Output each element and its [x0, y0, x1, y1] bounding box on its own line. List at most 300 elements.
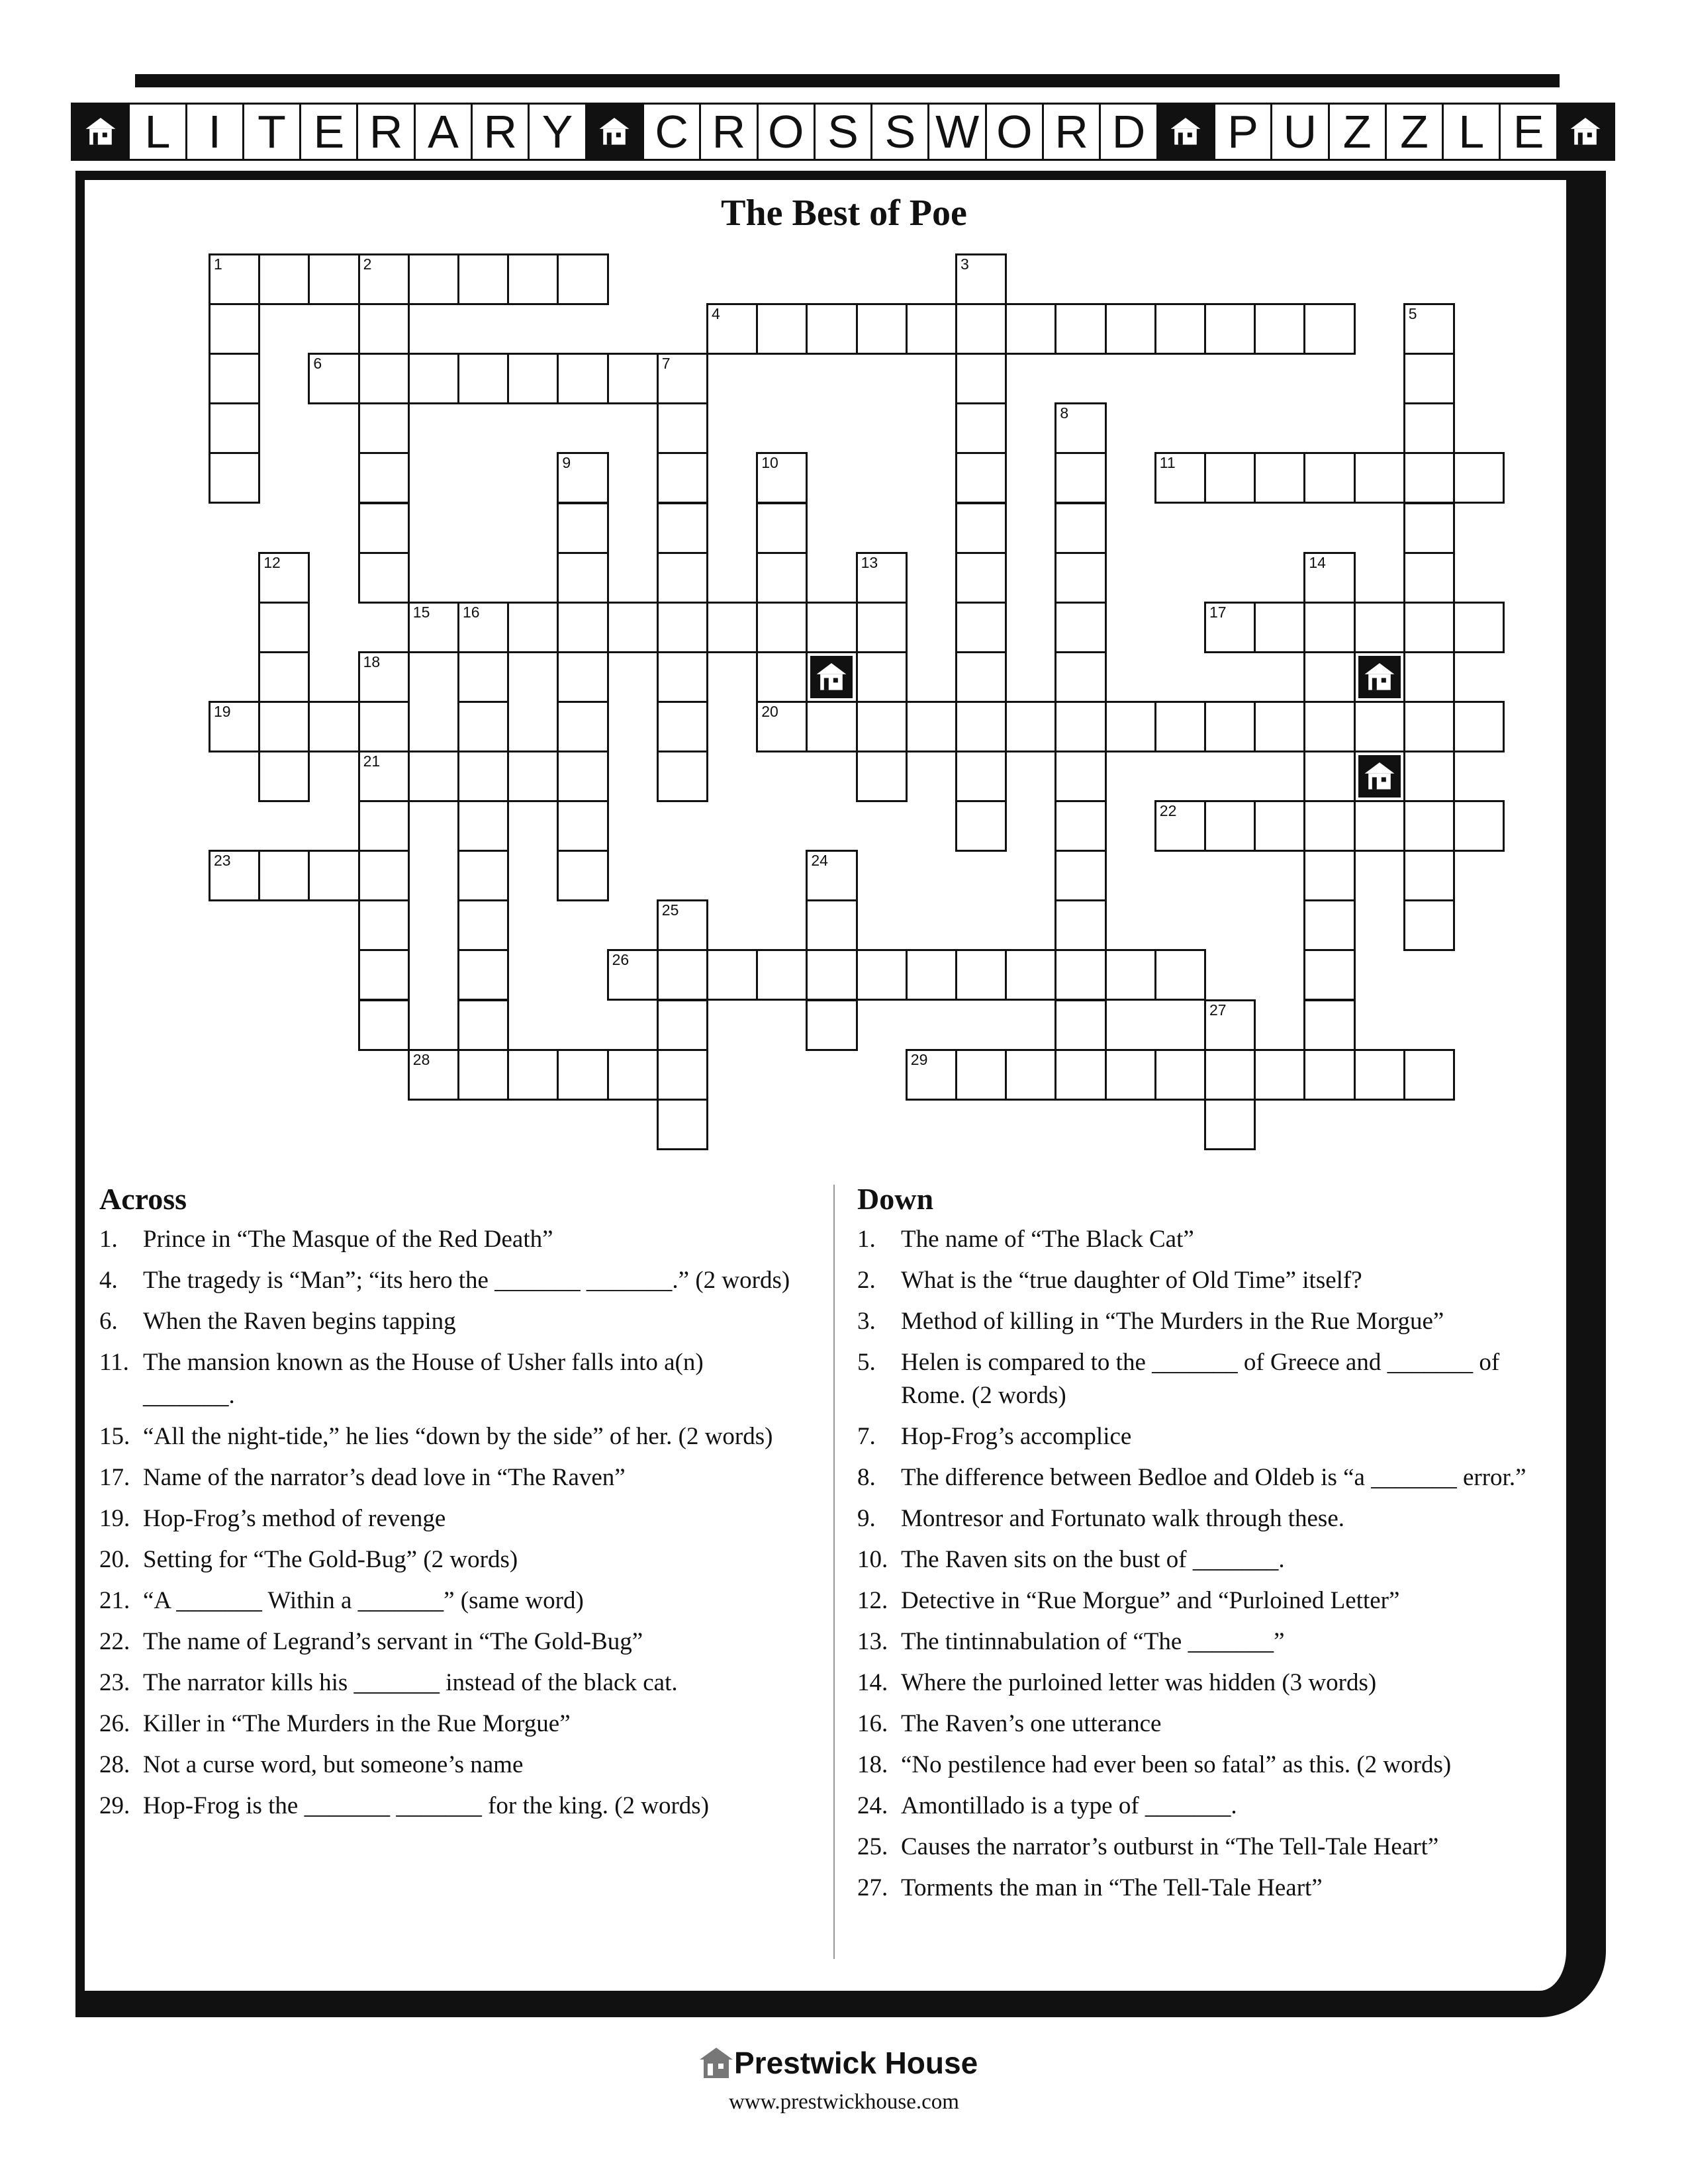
grid-cell[interactable]	[258, 751, 310, 802]
across-clue	[99, 1707, 801, 1741]
grid-cell[interactable]	[1303, 303, 1355, 355]
grid-cell[interactable]	[258, 701, 310, 752]
grid-cell[interactable]	[557, 651, 608, 703]
house-logo-icon	[1567, 113, 1604, 150]
grid-cell[interactable]	[1154, 701, 1206, 752]
house-logo-icon	[813, 659, 850, 696]
grid-cell[interactable]	[806, 949, 857, 1001]
grid-cell[interactable]	[457, 949, 509, 1001]
grid-cell[interactable]	[308, 701, 359, 752]
grid-cell[interactable]	[358, 800, 410, 852]
clue-text: “No pestilence had ever been so fatal” as this. (2 words)	[901, 1751, 1452, 1778]
grid-cell[interactable]	[1403, 303, 1455, 355]
grid-cell[interactable]	[1403, 402, 1455, 454]
grid-cell[interactable]	[756, 303, 808, 355]
grid-cell[interactable]	[358, 552, 410, 604]
grid-cell[interactable]	[657, 751, 708, 802]
grid-cell[interactable]	[358, 899, 410, 951]
grid-cell[interactable]	[906, 1049, 957, 1101]
grid-cell[interactable]	[955, 602, 1007, 653]
crossword-grid	[209, 253, 1463, 1156]
across-clue	[99, 1223, 801, 1256]
grid-cell[interactable]	[1055, 999, 1106, 1051]
clue-number: 23	[214, 852, 231, 870]
grid-logo-mark	[810, 656, 853, 698]
grid-cell[interactable]	[1254, 1049, 1305, 1101]
grid-cell[interactable]	[657, 1099, 708, 1150]
house-logo-icon	[1361, 758, 1398, 795]
grid-cell[interactable]	[1354, 602, 1405, 653]
across-clue	[99, 1584, 801, 1617]
grid-cell[interactable]	[258, 651, 310, 703]
grid-cell[interactable]	[955, 353, 1007, 404]
grid-cell[interactable]	[1005, 949, 1056, 1001]
across-clue	[99, 1346, 801, 1412]
grid-cell[interactable]	[358, 353, 410, 404]
grid-cell[interactable]	[457, 353, 509, 404]
grid-cell[interactable]	[856, 552, 908, 604]
down-clue	[857, 1666, 1552, 1700]
grid-cell[interactable]	[507, 353, 559, 404]
grid-cell[interactable]	[358, 850, 410, 901]
grid-cell[interactable]	[657, 502, 708, 554]
grid-cell[interactable]	[358, 303, 410, 355]
grid-cell[interactable]	[955, 452, 1007, 504]
banner-letter-text: L	[144, 106, 171, 158]
banner-letter	[1213, 103, 1272, 161]
grid-cell[interactable]	[457, 651, 509, 703]
puzzle-title: The Best of Poe	[721, 193, 967, 234]
grid-cell[interactable]	[806, 999, 857, 1051]
banner-logo-tile	[71, 103, 130, 161]
grid-cell[interactable]	[1403, 602, 1455, 653]
clue-text: The mansion known as the House of Usher falls into a(n) _______.	[143, 1349, 704, 1409]
clue-number: 7	[661, 355, 671, 373]
grid-cell[interactable]	[209, 253, 260, 305]
grid-cell[interactable]	[657, 999, 708, 1051]
down-clue-list	[857, 1223, 1552, 1905]
down-clue	[857, 1790, 1552, 1823]
banner-logo-tile	[585, 103, 644, 161]
clue-number: 19	[214, 702, 231, 720]
clue-text: Killer in “The Murders in the Rue Morgue”	[143, 1710, 571, 1737]
grid-cell[interactable]	[507, 751, 559, 802]
grid-cell[interactable]	[457, 253, 509, 305]
banner-letter-text: U	[1283, 106, 1317, 158]
across-clue	[99, 1790, 801, 1823]
grid-cell[interactable]	[856, 602, 908, 653]
banner-letter	[185, 103, 244, 161]
grid-cell[interactable]	[657, 701, 708, 752]
grid-cell[interactable]	[209, 452, 260, 504]
clue-number: 4	[712, 305, 720, 323]
grid-cell[interactable]	[1303, 452, 1355, 504]
grid-cell[interactable]	[1105, 1049, 1156, 1101]
clue-number: 16	[463, 603, 480, 621]
grid-cell[interactable]	[1303, 899, 1355, 951]
grid-cell[interactable]	[1403, 552, 1455, 604]
clue-number: 2	[363, 255, 372, 273]
grid-cell[interactable]	[607, 1049, 659, 1101]
grid-cell[interactable]	[806, 303, 857, 355]
grid-cell[interactable]	[1055, 602, 1106, 653]
across-clue	[99, 1305, 801, 1338]
down-clues	[857, 1181, 1552, 1913]
grid-cell[interactable]	[1453, 602, 1505, 653]
banner-letter-text: S	[827, 106, 859, 158]
grid-cell[interactable]	[1354, 701, 1405, 752]
grid-cell[interactable]	[457, 899, 509, 951]
grid-cell[interactable]	[557, 751, 608, 802]
grid-cell[interactable]	[258, 552, 310, 604]
grid-cell[interactable]	[1154, 1049, 1206, 1101]
grid-cell[interactable]	[1254, 602, 1305, 653]
grid-cell[interactable]	[906, 303, 957, 355]
grid-cell[interactable]	[1354, 452, 1405, 504]
grid-cell[interactable]	[209, 850, 260, 901]
banner-letter	[1328, 103, 1387, 161]
banner-letter	[870, 103, 929, 161]
across-clue	[99, 1625, 801, 1659]
grid-cell[interactable]	[856, 303, 908, 355]
grid-cell[interactable]	[457, 701, 509, 752]
grid-cell[interactable]	[358, 502, 410, 554]
clue-text: The Raven sits on the bust of _______.	[901, 1546, 1285, 1573]
grid-cell[interactable]	[358, 751, 410, 802]
banner-letter-text: W	[935, 106, 980, 158]
clue-list-number: 3.	[857, 1308, 876, 1335]
grid-cell[interactable]	[1303, 552, 1355, 604]
clue-text: Detective in “Rue Morgue” and “Purloined Letter”	[901, 1587, 1400, 1614]
grid-cell[interactable]	[1055, 452, 1106, 504]
grid-cell[interactable]	[358, 651, 410, 703]
grid-cell[interactable]	[557, 552, 608, 604]
grid-cell[interactable]	[806, 602, 857, 653]
grid-cell[interactable]	[358, 452, 410, 504]
grid-cell[interactable]	[1303, 651, 1355, 703]
grid-cell[interactable]	[1254, 303, 1305, 355]
grid-cell[interactable]	[955, 502, 1007, 554]
grid-cell[interactable]	[657, 1049, 708, 1101]
grid-cell[interactable]	[408, 253, 459, 305]
grid-cell[interactable]	[308, 353, 359, 404]
grid-cell[interactable]	[1403, 452, 1455, 504]
grid-cell[interactable]	[1055, 402, 1106, 454]
clue-text: Method of killing in “The Murders in the Rue Morgue”	[901, 1308, 1444, 1335]
grid-cell[interactable]	[906, 701, 957, 752]
grid-cell[interactable]	[607, 949, 659, 1001]
grid-cell[interactable]	[955, 701, 1007, 752]
clue-list-number: 8.	[857, 1464, 876, 1491]
banner-letter-text: R	[369, 106, 403, 158]
grid-cell[interactable]	[258, 253, 310, 305]
grid-cell[interactable]	[358, 253, 410, 305]
grid-cell[interactable]	[358, 949, 410, 1001]
down-clue	[857, 1831, 1552, 1864]
grid-cell[interactable]	[308, 253, 359, 305]
prestwick-house-logo	[698, 2045, 978, 2081]
clue-list-number: 27.	[857, 1874, 888, 1901]
down-clue	[857, 1502, 1552, 1535]
grid-cell[interactable]	[1303, 751, 1355, 802]
grid-cell[interactable]	[457, 1049, 509, 1101]
grid-cell[interactable]	[856, 751, 908, 802]
grid-cell[interactable]	[1204, 1099, 1256, 1150]
down-clue	[857, 1346, 1552, 1412]
grid-cell[interactable]	[856, 701, 908, 752]
grid-cell[interactable]	[756, 701, 808, 752]
grid-cell[interactable]	[955, 949, 1007, 1001]
grid-cell[interactable]	[657, 949, 708, 1001]
grid-cell[interactable]	[457, 602, 509, 653]
banner-literary-crossword-puzzle	[73, 103, 1615, 157]
clue-list-number: 21.	[99, 1587, 130, 1614]
grid-cell[interactable]	[806, 701, 857, 752]
banner-letter-text: A	[428, 106, 459, 158]
banner-letter-text: E	[1513, 106, 1544, 158]
grid-cell[interactable]	[457, 850, 509, 901]
grid-cell[interactable]	[1204, 701, 1256, 752]
grid-cell[interactable]	[607, 602, 659, 653]
grid-cell[interactable]	[1303, 850, 1355, 901]
grid-cell[interactable]	[457, 751, 509, 802]
grid-cell[interactable]	[1105, 949, 1156, 1001]
grid-cell[interactable]	[1055, 1049, 1106, 1101]
across-clue	[99, 1264, 801, 1297]
grid-cell[interactable]	[557, 253, 608, 305]
grid-cell[interactable]	[1204, 1049, 1256, 1101]
grid-cell[interactable]	[1154, 303, 1206, 355]
grid-cell[interactable]	[1303, 1049, 1355, 1101]
clue-list-number: 4.	[99, 1267, 118, 1294]
grid-cell[interactable]	[1403, 850, 1455, 901]
grid-cell[interactable]	[806, 850, 857, 901]
clue-list-number: 25.	[857, 1833, 888, 1860]
grid-cell[interactable]	[1204, 602, 1256, 653]
grid-cell[interactable]	[1055, 303, 1106, 355]
grid-cell[interactable]	[756, 602, 808, 653]
across-clue	[99, 1543, 801, 1576]
grid-cell[interactable]	[507, 1049, 559, 1101]
grid-cell[interactable]	[906, 949, 957, 1001]
clue-number: 8	[1060, 404, 1069, 422]
clue-text: The tragedy is “Man”; “its hero the _______ _______.” (2 words)	[143, 1267, 790, 1294]
grid-cell[interactable]	[955, 751, 1007, 802]
banner-letter	[528, 103, 586, 161]
grid-cell[interactable]	[955, 552, 1007, 604]
grid-cell[interactable]	[1055, 502, 1106, 554]
grid-cell[interactable]	[1403, 353, 1455, 404]
grid-cell[interactable]	[657, 651, 708, 703]
grid-cell[interactable]	[756, 452, 808, 504]
grid-cell[interactable]	[1453, 452, 1505, 504]
grid-cell[interactable]	[557, 800, 608, 852]
grid-cell[interactable]	[1254, 701, 1305, 752]
grid-cell[interactable]	[308, 850, 359, 901]
clue-text: “A _______ Within a _______” (same word)	[143, 1587, 584, 1614]
banner-letter-text: I	[208, 106, 221, 158]
grid-cell[interactable]	[457, 999, 509, 1051]
grid-cell[interactable]	[1403, 751, 1455, 802]
grid-cell[interactable]	[1055, 800, 1106, 852]
grid-cell[interactable]	[209, 402, 260, 454]
house-logo-icon	[596, 113, 633, 150]
grid-cell[interactable]	[1105, 701, 1156, 752]
across-clue	[99, 1420, 801, 1453]
grid-cell[interactable]	[557, 701, 608, 752]
grid-cell[interactable]	[1055, 751, 1106, 802]
grid-cell[interactable]	[1403, 651, 1455, 703]
grid-cell[interactable]	[1055, 850, 1106, 901]
grid-cell[interactable]	[1154, 800, 1206, 852]
grid-cell[interactable]	[1204, 800, 1256, 852]
grid-cell[interactable]	[706, 949, 758, 1001]
clue-list-number: 11.	[99, 1349, 129, 1376]
grid-cell[interactable]	[358, 701, 410, 752]
grid-cell[interactable]	[507, 253, 559, 305]
banner-letter	[1499, 103, 1558, 161]
grid-cell[interactable]	[209, 303, 260, 355]
grid-cell[interactable]	[657, 602, 708, 653]
clue-number: 9	[562, 454, 571, 472]
grid-cell[interactable]	[557, 850, 608, 901]
grid-cell[interactable]	[955, 651, 1007, 703]
grid-cell[interactable]	[408, 353, 459, 404]
grid-cell[interactable]	[557, 1049, 608, 1101]
grid-cell[interactable]	[1403, 800, 1455, 852]
grid-cell[interactable]	[856, 651, 908, 703]
grid-cell[interactable]	[557, 353, 608, 404]
clue-number: 3	[961, 255, 969, 273]
grid-cell[interactable]	[1204, 999, 1256, 1051]
grid-cell[interactable]	[1204, 303, 1256, 355]
grid-cell[interactable]	[1254, 800, 1305, 852]
grid-cell[interactable]	[1303, 949, 1355, 1001]
footer-url[interactable]: www.prestwickhouse.com	[729, 2090, 959, 2114]
grid-cell[interactable]	[1354, 1049, 1405, 1101]
grid-cell[interactable]	[408, 602, 459, 653]
banner-letter	[1385, 103, 1444, 161]
banner-letter	[927, 103, 986, 161]
grid-cell[interactable]	[1254, 452, 1305, 504]
clue-number: 6	[313, 355, 322, 373]
grid-cell[interactable]	[1453, 701, 1505, 752]
grid-cell[interactable]	[1204, 452, 1256, 504]
banner-letter	[642, 103, 701, 161]
grid-cell[interactable]	[1105, 303, 1156, 355]
grid-cell[interactable]	[1055, 949, 1106, 1001]
grid-cell[interactable]	[657, 452, 708, 504]
grid-cell[interactable]	[1303, 999, 1355, 1051]
grid-cell[interactable]	[1403, 502, 1455, 554]
across-clue	[99, 1666, 801, 1700]
grid-cell[interactable]	[955, 253, 1007, 305]
grid-cell[interactable]	[1453, 800, 1505, 852]
house-logo-icon	[82, 113, 119, 150]
grid-cell[interactable]	[756, 949, 808, 1001]
grid-cell[interactable]	[258, 850, 310, 901]
clue-list-number: 23.	[99, 1669, 130, 1696]
grid-cell[interactable]	[1005, 303, 1056, 355]
grid-cell[interactable]	[955, 402, 1007, 454]
grid-cell[interactable]	[1005, 701, 1056, 752]
grid-cell[interactable]	[557, 452, 608, 504]
grid-cell[interactable]	[507, 602, 559, 653]
clue-number: 21	[363, 752, 381, 770]
grid-cell[interactable]	[955, 303, 1007, 355]
clue-list-number: 13.	[857, 1628, 888, 1655]
grid-cell[interactable]	[756, 502, 808, 554]
grid-cell[interactable]	[1154, 452, 1206, 504]
down-clue	[857, 1584, 1552, 1617]
grid-cell[interactable]	[856, 949, 908, 1001]
grid-cell[interactable]	[408, 1049, 459, 1101]
clue-text: Prince in “The Masque of the Red Death”	[143, 1226, 553, 1253]
grid-cell[interactable]	[557, 602, 608, 653]
clue-text: Montresor and Fortunato walk through these.	[901, 1505, 1344, 1532]
clue-number: 22	[1159, 802, 1177, 820]
grid-cell[interactable]	[358, 999, 410, 1051]
grid-cell[interactable]	[1354, 800, 1405, 852]
grid-cell[interactable]	[657, 899, 708, 951]
grid-cell[interactable]	[1055, 552, 1106, 604]
grid-cell[interactable]	[1303, 602, 1355, 653]
grid-cell[interactable]	[657, 402, 708, 454]
banner-letter-text: S	[884, 106, 916, 158]
grid-cell[interactable]	[806, 899, 857, 951]
down-clue	[857, 1420, 1552, 1453]
grid-cell[interactable]	[557, 502, 608, 554]
grid-cell[interactable]	[955, 1049, 1007, 1101]
grid-cell[interactable]	[1005, 1049, 1056, 1101]
grid-cell[interactable]	[1055, 899, 1106, 951]
grid-cell[interactable]	[955, 800, 1007, 852]
house-logo-icon	[1361, 659, 1398, 696]
clue-number: 27	[1209, 1001, 1227, 1019]
grid-cell[interactable]	[607, 353, 659, 404]
clue-list-number: 7.	[857, 1423, 876, 1450]
grid-cell[interactable]	[706, 303, 758, 355]
grid-cell[interactable]	[1403, 899, 1455, 951]
grid-cell[interactable]	[657, 552, 708, 604]
across-clue	[99, 1749, 801, 1782]
clue-number: 5	[1408, 305, 1417, 323]
clue-list-number: 26.	[99, 1710, 130, 1737]
down-clue	[857, 1223, 1552, 1256]
grid-cell[interactable]	[657, 353, 708, 404]
grid-cell[interactable]	[1403, 1049, 1455, 1101]
grid-cell[interactable]	[1055, 701, 1106, 752]
grid-cell[interactable]	[706, 602, 758, 653]
grid-cell[interactable]	[756, 552, 808, 604]
grid-cell[interactable]	[457, 800, 509, 852]
grid-cell[interactable]	[1154, 949, 1206, 1001]
grid-cell[interactable]	[1303, 800, 1355, 852]
grid-cell[interactable]	[358, 402, 410, 454]
clue-number: 28	[412, 1050, 430, 1068]
grid-cell[interactable]	[756, 651, 808, 703]
banner-letter	[242, 103, 301, 161]
grid-cell[interactable]	[258, 602, 310, 653]
clue-list-number: 9.	[857, 1505, 876, 1532]
grid-cell[interactable]	[408, 751, 459, 802]
grid-cell[interactable]	[1403, 701, 1455, 752]
banner-letter-text: Y	[541, 106, 573, 158]
grid-cell[interactable]	[209, 701, 260, 752]
grid-cell[interactable]	[209, 353, 260, 404]
grid-cell[interactable]	[1055, 651, 1106, 703]
grid-cell[interactable]	[1303, 701, 1355, 752]
